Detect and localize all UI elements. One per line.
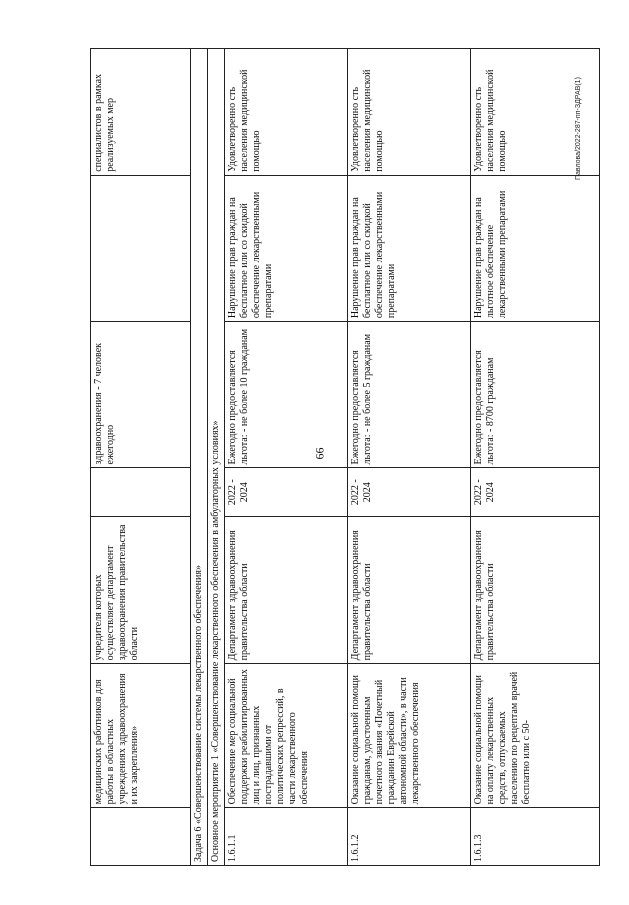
cell-link: Удовлетворенно сть населения медицинской помощью: [471, 49, 600, 176]
cell-executor: Департамент здравоохранения правительства области: [348, 516, 471, 663]
table-row: [91, 49, 191, 866]
cell-term: 2022 - 2024: [471, 468, 600, 516]
page-number: 66: [312, 447, 327, 460]
cell-link: специалистов в рамках реализуемых мер: [91, 49, 191, 176]
table-row: [225, 49, 348, 866]
table-row: [348, 49, 471, 866]
task-heading: Задача 6 «Совершенствование системы лекарственного обеспечения»: [191, 49, 208, 866]
cell-num: 1.6.1.1: [225, 808, 348, 866]
cell-name: Оказание социальной помощи гражданам, удостоенным почетного звания «Почетный гражданин Еврейской автономной области», в части лекарственного обеспечения: [348, 664, 471, 808]
cell-executor: учредителя которых осуществляет департамент здравоохранения правительства области: [91, 516, 191, 663]
cell-term: [91, 468, 191, 516]
cell-executor: Департамент здравоохранения правительства области: [471, 516, 600, 663]
cell-link: Удовлетворенно сть населения медицинской помощью: [348, 49, 471, 176]
cell-name: Обеспечение мер социальной поддержки реабилитированных лиц и лиц, признанных пострадавшими от политических репрессий, в части лекарственного обеспечения: [225, 664, 348, 808]
cell-term: 2022 - 2024: [348, 468, 471, 516]
measures-table: [90, 48, 600, 866]
task-heading-row: [191, 49, 208, 866]
cell-consequence: Нарушение прав граждан на льготное обеспечение лекарственными препаратами: [471, 175, 600, 321]
cell-consequence: Нарушение прав граждан на бесплатное или со скидкой обеспечение лекарственными препаратами: [225, 175, 348, 321]
cell-consequence: Нарушение прав граждан на бесплатное или со скидкой обеспечение лекарственными препаратами: [348, 175, 471, 321]
cell-link: Удовлетворенно сть населения медицинской помощью: [225, 49, 348, 176]
measures-table-wrapper: [90, 48, 550, 866]
cell-num: [91, 808, 191, 866]
measure-heading-row: [208, 49, 225, 866]
measure-heading: Основное мероприятие 1 «Совершенствование лекарственного обеспечения в амбулаторных условиях»: [208, 49, 225, 866]
cell-result: Ежегодно предоставляется льгота: - не более 5 гражданам: [348, 322, 471, 468]
cell-name: медицинских работников для работы в областных учреждениях здравоохранения и их закрепления»: [91, 664, 191, 808]
cell-term: 2022 - 2024: [225, 468, 348, 516]
cell-executor: Департамент здравоохранения правительства области: [225, 516, 348, 663]
cell-num: 1.6.1.2: [348, 808, 471, 866]
table-row: [471, 49, 600, 866]
cell-result: Ежегодно предоставляется льгота: - 8700 гражданам: [471, 322, 600, 468]
cell-consequence: [91, 175, 191, 321]
cell-name: Оказание социальной помощи на оплату лекарственных средств, отпускаемых населению по рецептам врачей бесплатно или с 50-: [471, 664, 600, 808]
cell-result: Ежегодно предоставляется льгота: - не более 10 гражданам: [225, 322, 348, 468]
cell-result: здравоохранения - 7 человек ежегодно: [91, 322, 191, 468]
footer-code: Павлова/2022-287-пп-ЗДРАВ(1): [575, 77, 582, 180]
cell-num: 1.6.1.3: [471, 808, 600, 866]
